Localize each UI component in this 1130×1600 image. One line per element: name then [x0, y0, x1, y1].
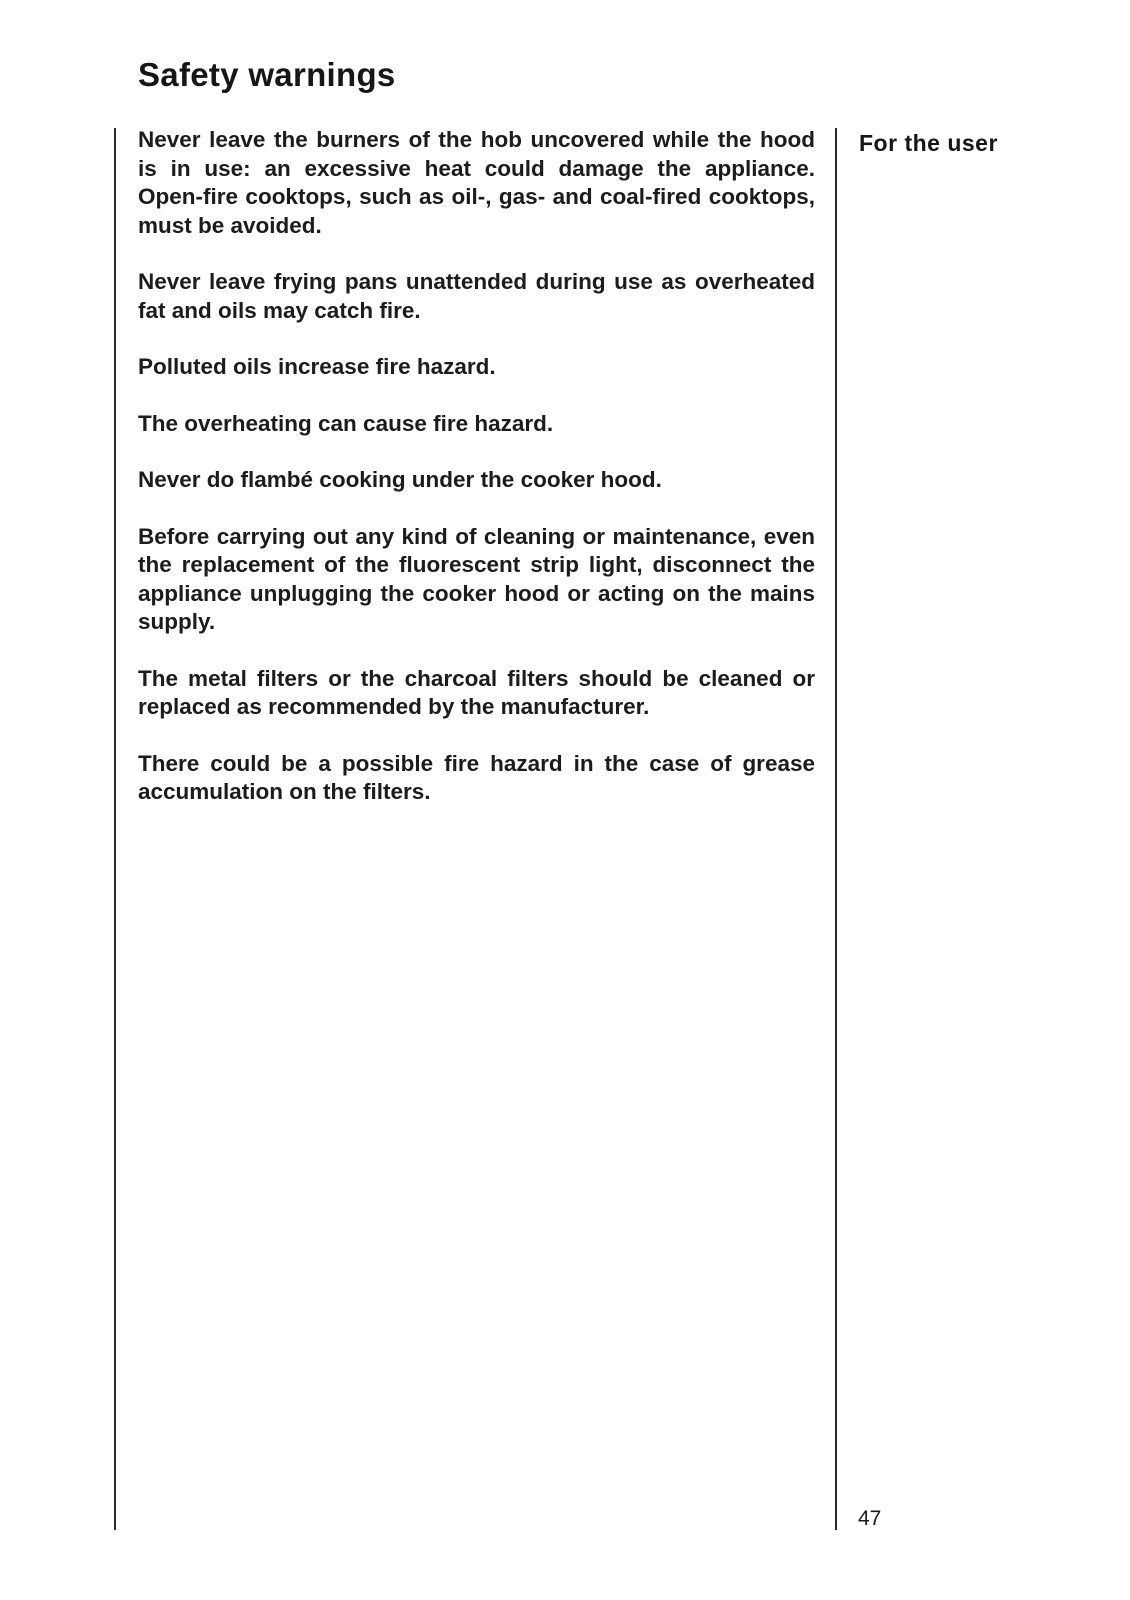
- warning-paragraph: Never do flambé cooking under the cooker hood.: [138, 467, 662, 492]
- warning-paragraph: The metal filters or the charcoal filters should be cleaned or replaced as recommended by the manufacturer.: [138, 665, 815, 719]
- warnings-body: [138, 126, 815, 835]
- warning-paragraph: Polluted oils increase fire hazard.: [138, 354, 496, 379]
- warning-paragraph: There could be a possible fire hazard in the case of grease accumulation on the filters.: [138, 750, 815, 804]
- warning-paragraph: Never leave frying pans unattended during use as overheated fat and oils may catch fire.: [138, 269, 815, 323]
- side-label: For the user: [859, 130, 998, 156]
- warning-paragraph: The overheating can cause fire hazard.: [138, 410, 554, 436]
- page-title: Safety warnings: [138, 56, 396, 93]
- right-margin-rule: [835, 128, 837, 1530]
- left-margin-rule: [114, 128, 116, 1530]
- page-number: 47: [858, 1507, 882, 1530]
- warning-paragraph: Never leave the burners of the hob uncovered while the hood is in use: an excessive heat could damage the appliance. Open-fire cooktops, such as oil-, gas- and coal-fired cooktops, must be avoided.: [138, 127, 815, 238]
- warning-paragraph: Before carrying out any kind of cleaning or maintenance, even the replacement of the fluorescent strip light, disconnect the appliance unplugging the cooker hood or acting on the mains supply.: [138, 523, 815, 634]
